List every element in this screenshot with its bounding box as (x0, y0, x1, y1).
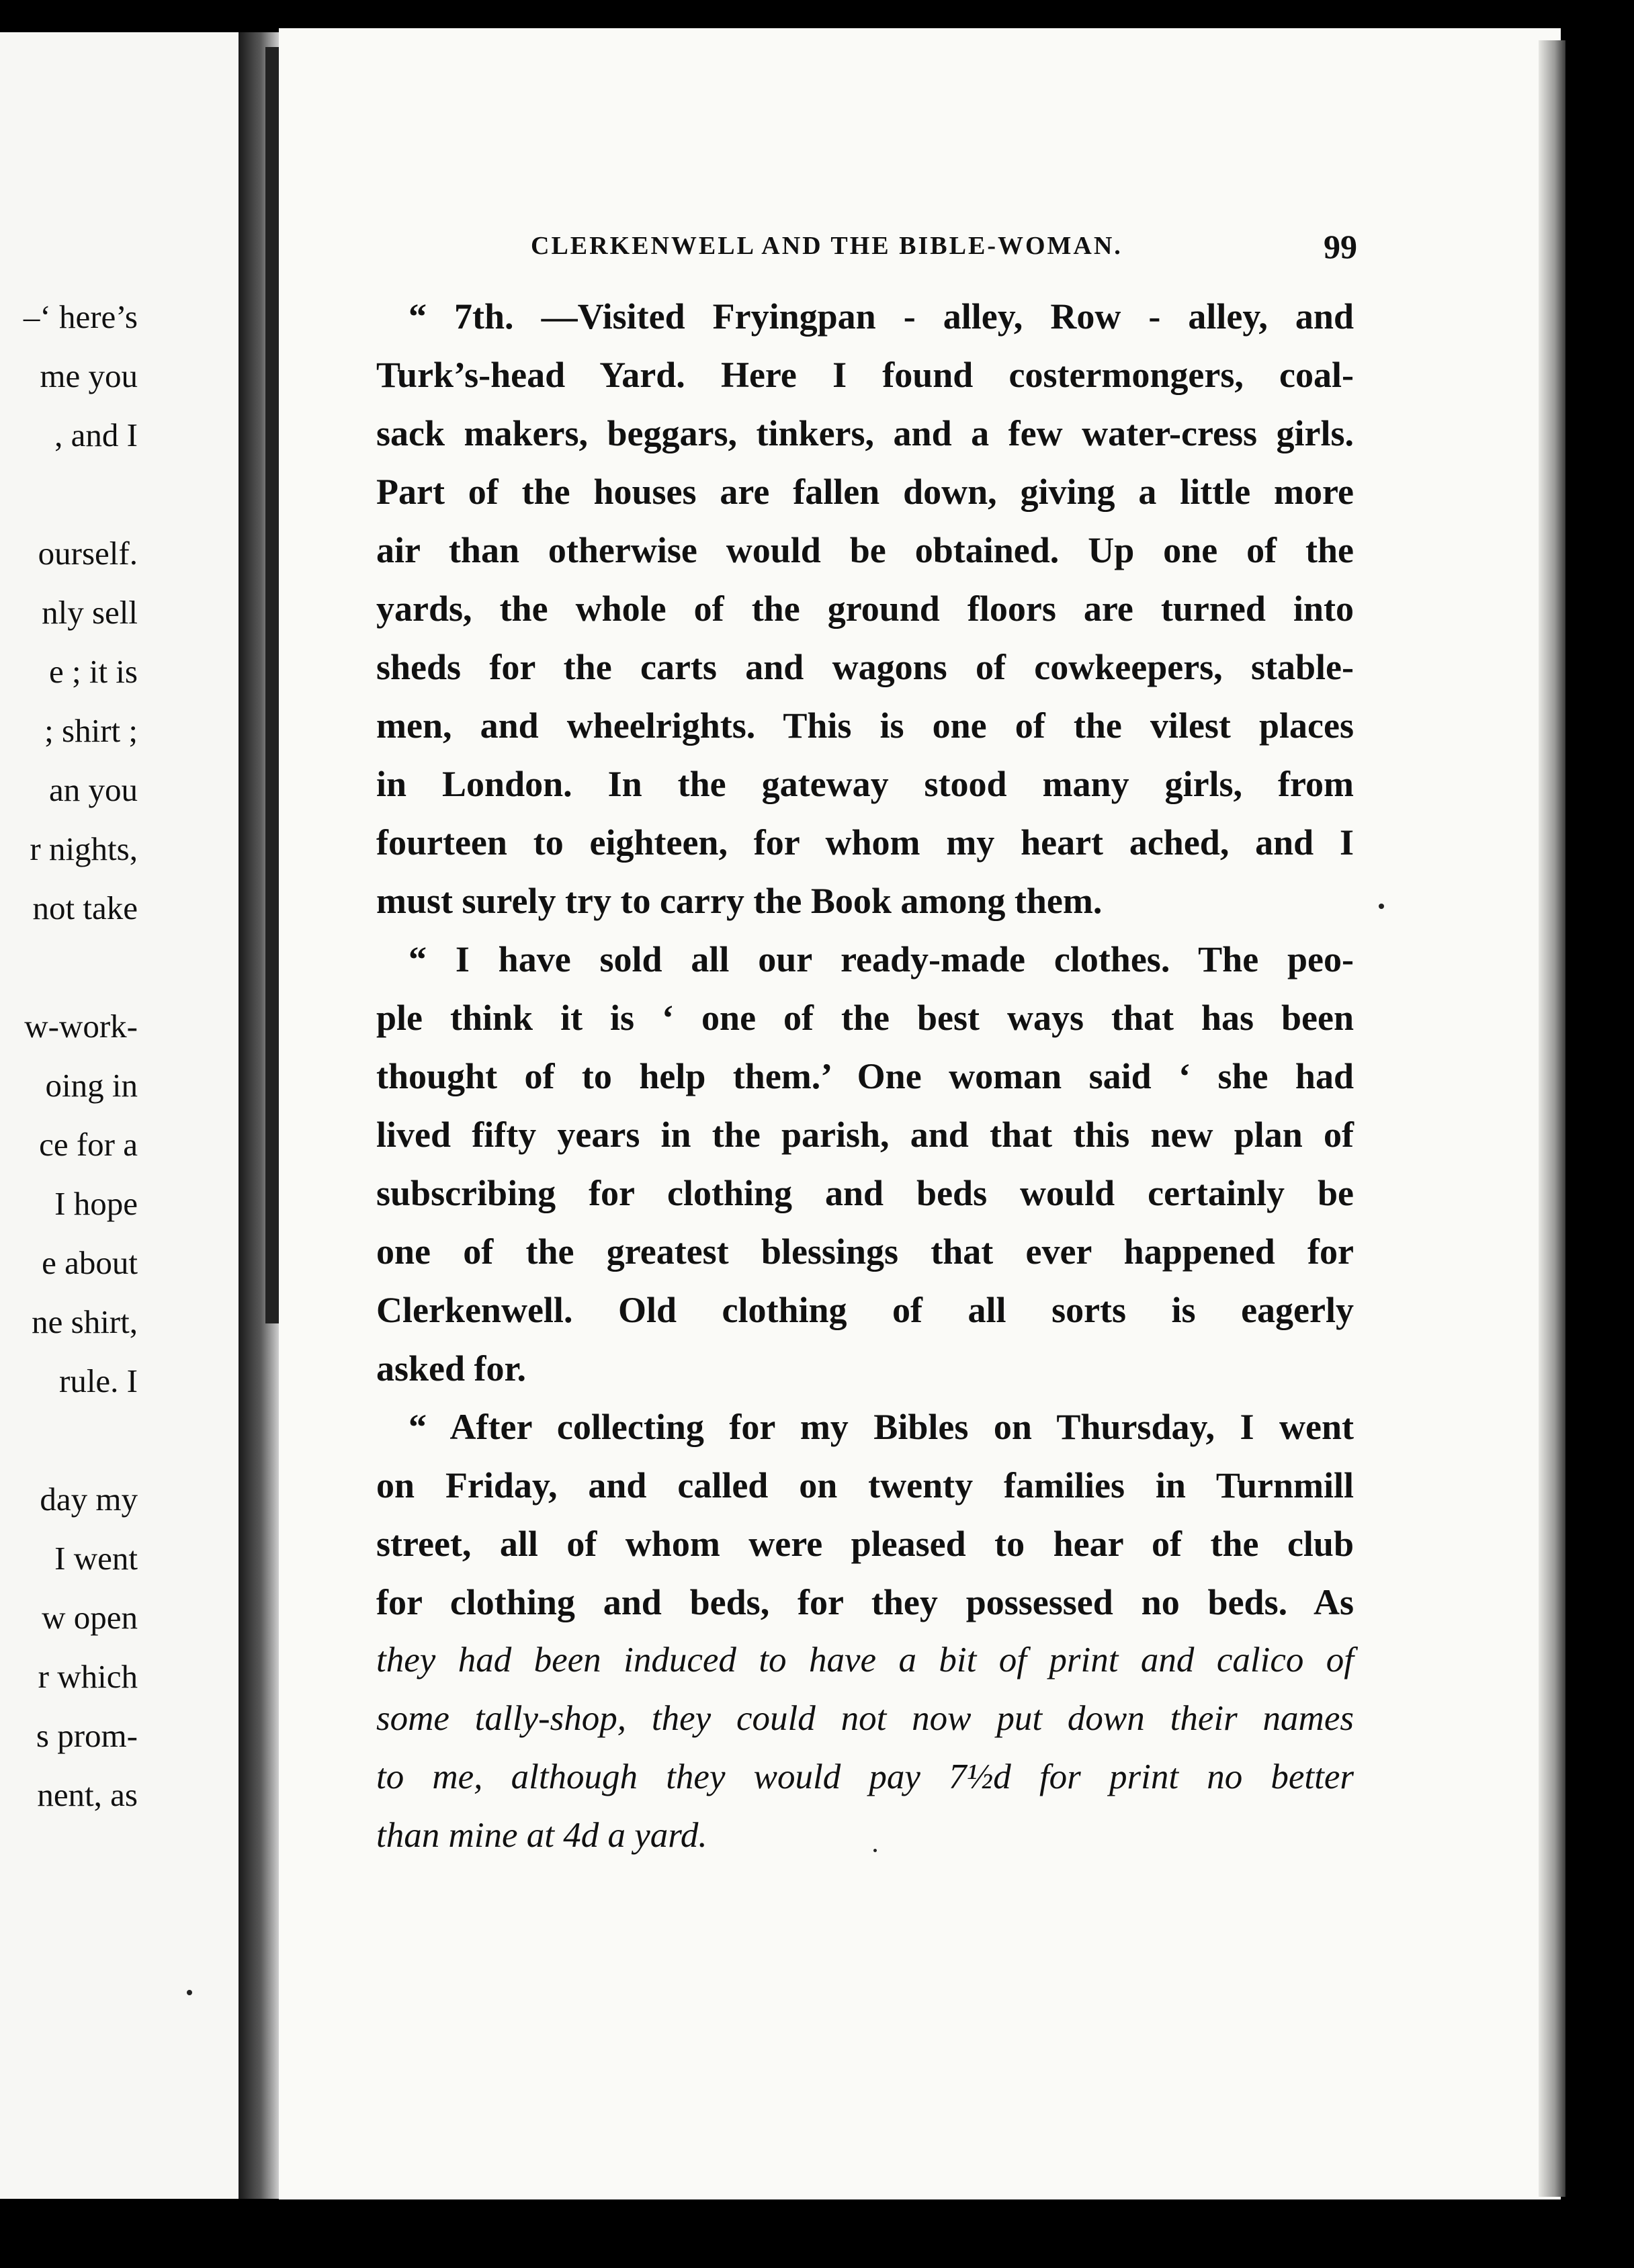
italic-text-line: to me, although they would pay 7½d for print no better (376, 1757, 1354, 1796)
text-line: must surely try to carry the Book among them. (376, 881, 1103, 921)
left-page-line: me you (40, 357, 138, 394)
left-page-line: , and I (54, 417, 138, 453)
running-head (531, 227, 1357, 267)
text-line: Part of the houses are fallen down, giving a little more (376, 472, 1354, 512)
italic-text-line: some tally-shop, they could not now put down their names (376, 1699, 1354, 1738)
page-edge-shadow (1539, 40, 1565, 2197)
left-page-line: ourself. (38, 535, 138, 572)
text-line: one of the greatest blessings that ever happened for (376, 1231, 1354, 1272)
text-line: asked for. (376, 1348, 527, 1389)
italic-text-line: than mine at 4d a yard. (376, 1816, 707, 1855)
left-page-line: not take (32, 889, 138, 926)
left-page-line: s prom- (36, 1717, 138, 1754)
left-page-line: nent, as (37, 1776, 138, 1813)
left-page-line: oing in (45, 1067, 138, 1104)
left-page-line: w open (42, 1599, 138, 1636)
left-page-line: e about (42, 1244, 138, 1281)
text-line: in London. In the gateway stood many girls, from (376, 764, 1354, 804)
text-line: ple think it is ‘ one of the best ways that has been (376, 998, 1354, 1038)
left-page-line: e ; it is (48, 653, 138, 690)
text-line: Clerkenwell. Old clothing of all sorts is eagerly (376, 1290, 1354, 1330)
text-line: street, all of whom were pleased to hear of the club (376, 1524, 1354, 1564)
text-line: “ After collecting for my Bibles on Thursday, I went (408, 1407, 1354, 1447)
left-page-line: I hope (54, 1185, 138, 1222)
ink-speck (187, 1990, 192, 1995)
left-page-line: rule. I (59, 1362, 138, 1399)
facing-page-left (0, 32, 239, 2199)
italic-text-line: they had been induced to have a bit of print and calico of (376, 1641, 1354, 1680)
text-line: men, and wheelrights. This is one of the vilest places (376, 705, 1354, 746)
left-page-line: an you (49, 771, 138, 808)
text-line: lived fifty years in the parish, and that this new plan of (376, 1115, 1354, 1155)
left-page-line: ne shirt, (32, 1303, 138, 1340)
left-page-line: r nights, (30, 830, 138, 867)
left-page-line: ; shirt ; (44, 712, 138, 749)
left-page-line: day my (40, 1481, 138, 1518)
running-title: CLERKENWELL AND THE BIBLE-WOMAN. (531, 232, 1123, 260)
left-page-line: nly sell (42, 594, 138, 631)
left-page-line: ce for a (39, 1126, 138, 1163)
text-line: for clothing and beds, for they possessed no beds. As (376, 1582, 1354, 1622)
left-page-line: r which (38, 1658, 138, 1695)
text-line: sheds for the carts and wagons of cowkeepers, stable- (376, 647, 1354, 687)
text-line: fourteen to eighteen, for whom my heart ached, and I (376, 822, 1354, 863)
text-line: Turk’s-head Yard. Here I found costermongers, coal- (376, 355, 1354, 395)
page-number: 99 (1324, 228, 1357, 265)
left-page-line: I went (54, 1540, 138, 1577)
ink-speck (1379, 904, 1384, 909)
left-page-line: –‘ here’s (23, 298, 138, 335)
text-line: on Friday, and called on twenty families in Turnmill (376, 1465, 1354, 1506)
text-line: yards, the whole of the ground floors are turned into (376, 588, 1354, 629)
text-line: air than otherwise would be obtained. Up one of the (376, 530, 1354, 570)
text-line: thought of to help them.’ One woman said ‘ she had (376, 1056, 1354, 1096)
text-line: sack makers, beggars, tinkers, and a few water-cress girls. (376, 413, 1354, 453)
gutter-shadow-band (265, 47, 279, 1323)
ink-speck (873, 1849, 877, 1852)
left-page-line: w-work- (24, 1008, 138, 1045)
text-line: “ 7th. —Visited Fryingpan - alley, Row - alley, and (408, 296, 1354, 337)
text-line: subscribing for clothing and beds would certainly be (376, 1173, 1354, 1213)
text-line: “ I have sold all our ready-made clothes. The peo- (408, 939, 1354, 979)
